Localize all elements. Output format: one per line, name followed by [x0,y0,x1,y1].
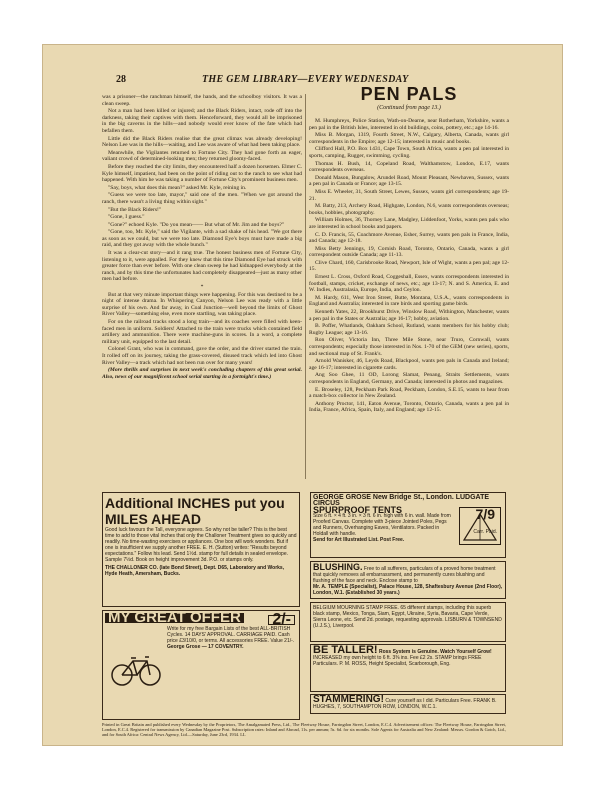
blushing-advert-body: Free to all sufferers, particulars of a proved home treatment that quickly removes all embarrassment, and permanently cures blushing and flushing of the face and neck. Enclose stamp to [313,566,496,584]
cycle-advert-title: MY GREAT OFFER [105,613,244,623]
story-paragraph: "Gone?" echoed Kyle. "Do you mean—— But what of Mr. Jim and the boys?" [108,221,285,228]
pen-pal-entry: B. Poffer, Whatlands, Oakham School, Rutland, wants members for his hobby club; Rugby League; age 13-16. [309,323,509,336]
pen-pals-title: PEN PALS [360,84,458,104]
blushing-advert [310,561,506,599]
tent-advert-brand: GEORGE GROSE New Bridge St., London. LUDGATE CIRCUS [313,494,490,507]
pen-pal-entry: M. Hardy, 611, West Iron Street, Butte, Montana, U.S.A., wants correspondents in England and Australia; interested in rare birds and sporting game birds. [309,294,509,308]
height-advert [102,492,300,607]
height-advert-body: Good luck favours the Tall, everyone agrees. So why not be taller? This is the best time to add to those vital inches that only the Challoner Treatment gives so quickly and readily. No time-wasting exercises or appliances. One box will work wonders. But if one is insufficient we supply another FREE. E. H. (Sutton) writes: "Results beyond expectations." Follow his lead. Send 1½d. stamp for full details in sealed envelope. Sample 7½d. Book on height improvement 3d. P.O. or stamps only. [105,527,297,563]
story-paragraph: "Gone, too, Mr. Kyle," said the Vigilante, with a sad shake of his head. "We got there as soon as we could, but we were too late. Diamond Eye's boys must have made a big raid, and they got away with the whole bunch." [102,229,302,249]
running-title: THE GEM LIBRARY—EVERY WEDNESDAY [202,74,409,85]
story-paragraph: "Say, boys, what does this mean?" asked Mr. Kyle, reining in. [108,184,247,191]
height-advert-company: THE CHALLONER CO. (late Bond Street), Dept. D65, Laboratory and Works, Hyde Heath, Amersham, Bucks. [105,565,285,577]
story-paragraph: Little did the Black Riders realise that the great climax was already developing! Nelson Lee was in the hills—waiting, and Lee was aware of what had been taking place. [102,135,302,149]
stamps-advert [310,602,506,642]
story-paragraph: Before they reached the city limits, they encountered half a dozen horsemen. Elmer C. Kyle himself, impatient, had been on the point of riding out to the ranch to see what had happened. With him he was taking a number of Fortune City's prominent business men. [102,163,302,184]
pen-pals-subtitle: (Continued from page 13.) [377,105,441,111]
story-paragraph: Colonel Grant, who was in command, gave the order, and the driver started the train. It rolled off on its journey, taking the grass-covered, disused track which led into Ghost River Valley—a track which had not been run over for many years! [102,346,302,366]
tent-advert-title: SPURPROOF TENTS [313,505,403,515]
publisher-footer: Printed in Great Britain and published every Wednesday by the Proprietors, The Amalgamated Press, Ltd., The Fleetway House, Farringdon Street, London, E.C.4. Advertisement offices: The Fleetway House, Farringdon Street, London, E.C.4. Registered for transmission by Canadian Magazine Post. Subscription rates: Inland and Abroad, 11s. per annum; 5s. 6d. for six months. Sole Agents for Australia and New Zealand: Messrs. Gordon & Gotch, Ltd., and for South Africa: Central News Agency, Ltd.—Saturday, June 23rd, 1934. LL [102,722,506,737]
pen-pal-entry: Ang Soo Ghee, 11 OD, Lorong Slamat, Penang, Straits Settlements, wants correspondents in England, Germany, and Canada; interested in photos and magazines. [309,372,509,385]
taller-advert [310,644,506,692]
story-paragraph: "Guess we were too late, mayor," said one of the men. "When we got around the ranch, there wasn't a living thing within sight." [102,192,302,205]
stamps-advert-body: BELGIUM MOURNING STAMP FREE. 65 different stamps, including this superb black stamp, Mexico, Tonga, Siam, Egypt, Ukraine, Syria, Bavaria, Cape Verde, Sierra Leone, etc. Send 2d. postage, requesting approvals. LISBURN & TOWNSEND (U.J.S.), Liverpool. [313,605,502,629]
pen-pal-entry: Donald Mason, Bungalow, Arundel Road, Mount Pleasant, Newhaven, Sussex, wants a pen pal in Canada or France; age 13-15. [309,174,509,188]
story-paragraph: "But the Black Riders!" [108,206,162,213]
cycle-advert-price: 2/- [268,615,295,625]
tent-advert-carriage: Carr. Paid. [473,529,497,535]
pen-pal-entry: Kenneth Yates, 22, Brookhurst Drive, Winslow Road, Withington, Manchester, wants a pen pal in the States or Australia; age 16-17; hobby, aviation. [309,309,509,322]
tent-advert-price: 7/9 [475,506,495,522]
blushing-advert-address: Mr. A. TEMPLE (Specialist), Palace House, 128, Shaftesbury Avenue (2nd Floor), London, W.1. (Established 30 years.) [313,584,503,596]
story-paragraph: Not a man had been killed or injured; and the Black Riders, intact, rode off into the darkness, taking their captives with them. Henceforward, they would all be imprisoned in the big caverns in the hills—and nobody would ever know of the fate which had befallen them. [102,108,302,134]
pen-pal-entry: Clive Chard, 160, Carisbrooke Road, Newport, Isle of Wight, wants a pen pal; age 12-15. [309,259,509,273]
pen-pal-entry: E. Broseley, 128, Peckham Park Road, Peckham, London, S.E.15, wants to hear from a match-box collector in New Zealand. [309,386,509,400]
pen-pals-heading [320,56,498,111]
tent-advert-note: Send for Art Illustrated List. Post Free. [313,537,405,543]
pen-pal-entry: Thomas H. Bush, 14, Copeland Road, Walthamstow, London, E.17, wants correspondents overseas. [309,160,509,174]
cycle-advert-company: George Grose — 17 COVENTRY. [167,644,244,650]
pen-pal-entry: M. Batty, 213, Archery Road, Highgate, London, N.6, wants correspondents overseas; books, hobbies, photography. [309,203,509,216]
cycle-advert-body: Write for my free Bargain Lists of the best ALL-BRITISH Cycles. 14 DAYS' APPROVAL. CARRIAGE PAID. Cash price £3/10/0, or terms. All accessories FREE. Value 21/-. [167,626,295,644]
bicycle-icon [111,653,161,687]
story-column [102,94,302,381]
story-paragraph: was a prisoner—the ranchman himself, the hands, and the schoolboy visitors. It was a clean sweep. [102,94,302,107]
pen-pal-entry: Anthony Proctor, 141, Eaton Avenue, Toronto, Ontario, Canada, wants a pen pal in India, France, Africa, Spain, Italy, and England; age 12-15. [309,400,509,414]
pen-pal-entry: Arnold Wanisker, 46, Leyds Road, Blackpool, wants pen pals in Canada and Ireland; age 16-17; interested in cigarette cards. [309,358,509,371]
pen-pal-entry: Clifford Hall, P.O. Box 1431, Cape Town, South Africa, wants a pen pal interested in sports, camping, Rugger, swimming, cycling. [309,146,509,159]
page-number: 28 [116,74,126,85]
stammering-advert-body: Cure yourself as I did. Particulars Free. FRANK B. HUGHES, 7, SOUTHAMPTON ROW, LONDON, W.C.1. [313,698,497,710]
section-break: * [200,284,204,291]
stammering-advert-title: STAMMERING! [313,694,384,705]
tent-advert-body: Size 6 ft. × 4 ft. 3 in. × 3 ft. 6 in. high with 6 in. wall. Made from Proofed Canvas. Complete with 3-piece Jointed Poles, Pegs and Runners, Overhanging Eaves, Ventilators. Packed in Holdall with handle. [313,513,451,537]
cycle-advert [102,610,300,720]
story-paragraph: For on the railroad tracks stood a long train—and its coaches were filled with keen-faced men in uniform. Soldiers! Attached to the train were trucks which contained field artillery and ammunition. There were machine-guns in scores. In a word, a complete military unit, equipped to the last detail. [102,319,302,345]
pen-pal-entry: Miss B. Morgan, 1319, Fourth Street, N.W., Calgary, Alberta, Canada, wants girl correspondents in the Empire; age 12-15; interested in music and books. [309,132,509,145]
pen-pal-entry: Miss Betty Jennings, 19, Cornish Road, Toronto, Ontario, Canada, wants a girl correspondent outside Canada; age 11-13. [309,245,509,259]
magazine-page [42,44,563,746]
pen-pal-entry: Ron Oliver, Victoria Inn, Three Mile Stone, near Truro, Cornwall, wants correspondents; especially those interested in Nos. 1-70 of the GEM (new series), sports, and sectional map of St. Frank's. [309,337,509,357]
story-paragraph: But at that very minute important things were happening. For this was destined to be a night of intense drama. In Whispering Canyon, Nelson Lee was ready with a little surprise of his own. And far away, in Coal Junction—well beyond the limits of Ghost River Valley—something else, even more startling, was taking place. [102,291,302,318]
pen-pal-entry: Ernest L. Cross, Oxford Road, Coggeshall, Essex, wants correspondents interested in football, stamps, cricket, exchange of news, etc.; age 13-17; N. and S. America, E. and W. Indies, Australasia, Europe, India, and Ceylon. [309,274,509,294]
pen-pal-entry: William Holmes, 36, Thorney Lane, Madgley, Liddenfoot, Yorks, wants pen pals who are interested in school books and papers. [309,217,509,230]
height-advert-headline-2: MILES AHEAD [105,511,201,527]
blushing-advert-title: BLUSHING. [313,562,363,572]
taller-advert-title: BE TALLER! [313,644,378,656]
next-week-note: (More thrills and surprises in next week's concluding chapters of this great serial. Also, news of our magnificent school serial starting in a fortnight's time.) [102,367,302,380]
story-paragraph: It was a clear-cut story—and it rang true. The honest business men of Fortune City, listening to it, were appalled. For they knew that this time Diamond Eye had struck with greater force than ever before. With one clean sweep he had kidnapped everybody at the ranch, and by this time the unfortunates had completely disappeared—just as many other men had before. [102,250,302,283]
pen-pal-entry: M. Humphreys, Police Station, Wath-on-Dearne, near Rotherham, Yorkshire, wants a pen pal in the British Isles, interested in old buildings, coins, pottery, etc.; age 14-16. [309,118,509,131]
taller-advert-body: INCREASED my own height to 6 ft. 3⅜ ins. Fee £2 2s. STAMP brings FREE Particulars. P. M. ROSS, Height Specialist, Scarborough, Eng. [313,655,482,667]
pen-pals-column [309,118,509,415]
tent-advert [310,492,506,558]
pen-pal-entry: Miss E. Wheeler, 31, South Street, Lewes, Sussex, wants girl correspondents; age 19-21. [309,188,509,202]
story-paragraph: Meanwhile, the Vigilantes returned to Fortune City. They had gone forth an eager, valiant crowd of determined-looking men; they returned gloomy-faced. [102,149,302,163]
column-divider [305,94,306,479]
pen-pal-entry: C. D. Francis, 55, Coachmore Avenue, Esher, Surrey, wants pen pals in France, India, and Canada; age 12-18. [309,231,509,245]
story-paragraph: "Gone, I guess." [108,214,145,221]
stammering-advert [310,694,506,714]
taller-advert-sub: Ross System is Genuine. Watch Yourself Grow! [378,649,492,655]
height-advert-headline: Additional INCHES put you [105,495,285,511]
